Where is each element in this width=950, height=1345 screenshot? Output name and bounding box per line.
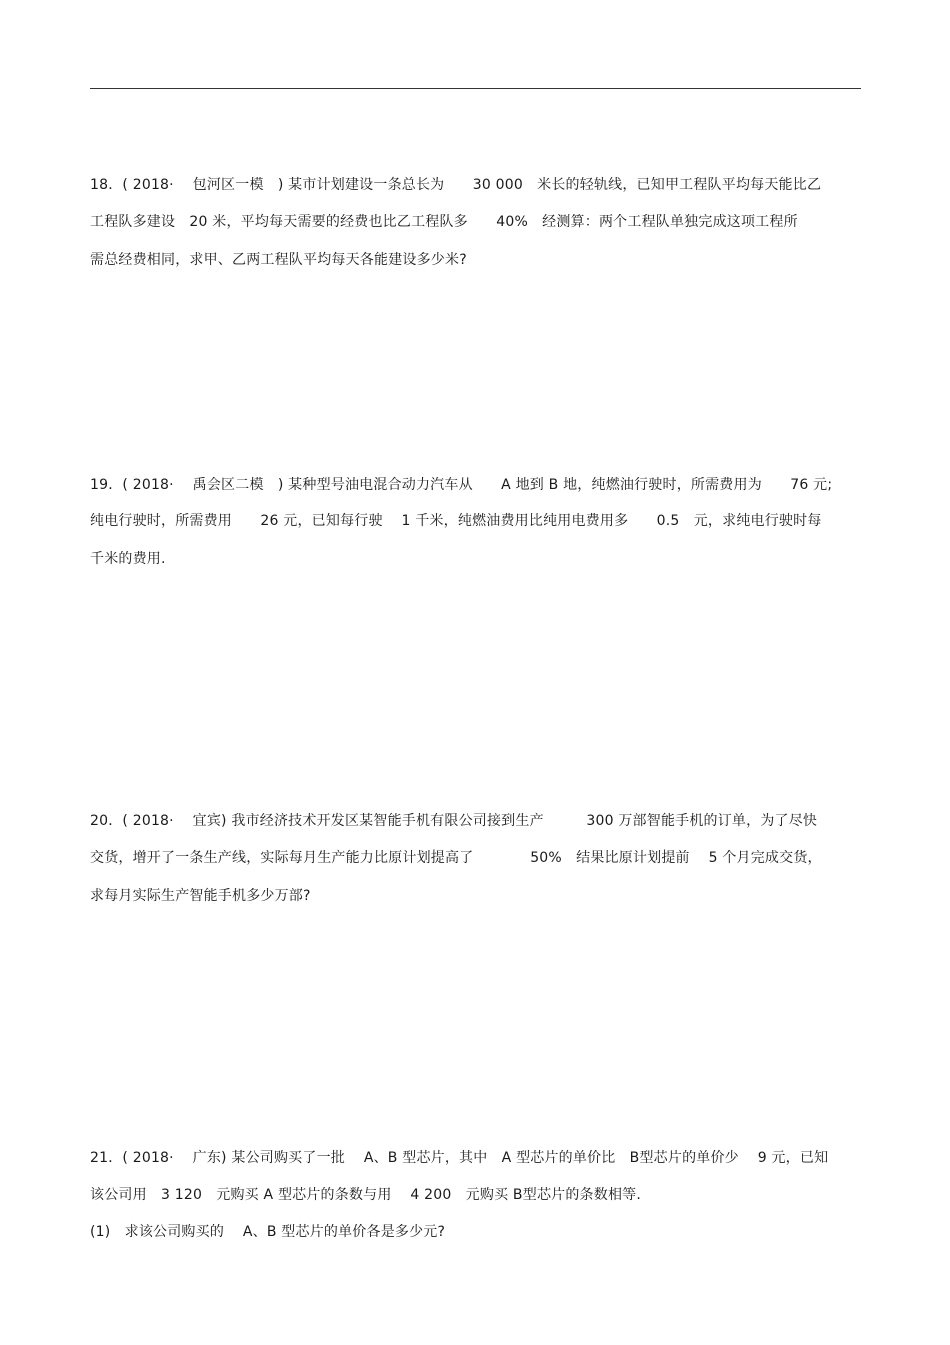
problem-18-line-2: 工程队多建设 20 米，平均每天需要的经费也比乙工程队多 40% 经测算：两个工程队单独完成这项工程所 (90, 214, 798, 230)
problem-20-line-1: 20．( 2018· 宜宾) 我市经济技术开发区某智能手机有限公司接到生产 300 万部智能手机的订单，为了尽快 (90, 813, 818, 829)
problem-18-line-3: 需总经费相同，求甲、乙两工程队平均每天各能建设多少米? (90, 252, 467, 268)
problem-20-line-3: 求每月实际生产智能手机多少万部? (90, 888, 311, 904)
problem-21-subquestion-1: (1) 求该公司购买的 A、B 型芯片的单价各是多少元? (90, 1224, 446, 1240)
problem-20-line-2: 交货，增开了一条生产线，实际每月生产能力比原计划提高了 50% 结果比原计划提前 5 个月完成交货， (90, 850, 822, 866)
problem-19-line-3: 千米的费用. (90, 551, 166, 567)
problem-18-line-1: 18．( 2018· 包河区一模 ) 某市计划建设一条总长为 30 000 米长的轻轨线，已知甲工程队平均每天能比乙 (90, 177, 822, 193)
problem-19-line-1: 19．( 2018· 禹会区二模 ) 某种型号油电混合动力汽车从 A 地到 B 地，纯燃油行驶时，所需费用为 76 元; (90, 477, 833, 493)
problem-19-line-2: 纯电行驶时，所需费用 26 元，已知每行驶 1 千米，纯燃油费用比纯用电费用多 0.5 元，求纯电行驶时每 (90, 513, 822, 529)
problem-21-line-2: 该公司用 3 120 元购买 A 型芯片的条数与用 4 200 元购买 B型芯片的条数相等. (90, 1187, 641, 1203)
problem-21-line-1: 21．( 2018· 广东) 某公司购买了一批 A、B 型芯片，其中 A 型芯片的单价比 B型芯片的单价少 9 元，已知 (90, 1150, 829, 1166)
header-rule (90, 88, 861, 89)
